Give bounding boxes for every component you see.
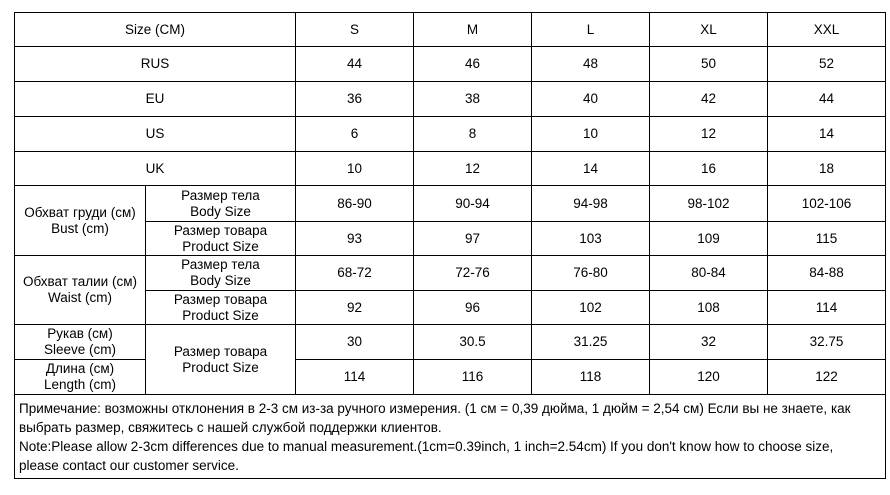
size-header-m: M xyxy=(414,13,532,47)
product-size-label-en: Product Size xyxy=(182,307,259,323)
product-size-label-ru: Размер товара xyxy=(173,222,268,238)
table-cell: 114 xyxy=(768,291,886,325)
bust-label-ru: Обхват груди (см) xyxy=(24,204,136,220)
table-cell: 68-72 xyxy=(296,256,414,291)
table-cell: 31.25 xyxy=(532,325,650,360)
note-en-line-2: please contact our customer service. xyxy=(19,458,239,473)
table-cell: 18 xyxy=(768,152,886,186)
body-size-label xyxy=(146,186,296,222)
table-cell: 109 xyxy=(650,222,768,256)
note-ru-line-2: выбрать размер, свяжитесь с нашей службой поддержки клиентов. xyxy=(19,420,442,435)
table-cell: 40 xyxy=(532,82,650,117)
table-cell: 38 xyxy=(414,82,532,117)
waist-label xyxy=(15,256,146,325)
product-size-label-ru: Размер товара xyxy=(173,343,268,359)
body-size-label-ru: Размер тела xyxy=(181,187,260,203)
table-cell: 93 xyxy=(296,222,414,256)
table-cell: 108 xyxy=(650,291,768,325)
row-label: UK xyxy=(15,152,296,186)
row-label: EU xyxy=(15,82,296,117)
table-cell: 92 xyxy=(296,291,414,325)
body-size-label-ru: Размер тела xyxy=(181,257,260,272)
table-cell: 52 xyxy=(768,47,886,82)
product-size-label-ru: Размер товара xyxy=(173,291,268,307)
table-row-bust-product xyxy=(15,222,886,256)
product-size-label-en: Product Size xyxy=(182,238,259,254)
size-header-xl: XL xyxy=(650,13,768,47)
note-ru-line-1: Примечание: возможны отклонения в 2-3 см из-за ручного измерения. (1 см = 0,39 дюйма, 1 дюйм = 2,54 см) Если вы не знаете, как xyxy=(19,401,851,416)
table-cell: 12 xyxy=(650,117,768,152)
table-row-rus xyxy=(15,47,886,82)
table-cell: 122 xyxy=(768,360,886,395)
length-label-ru: Длина (см) xyxy=(45,361,115,376)
table-cell: 86-90 xyxy=(296,186,414,222)
size-header-s: S xyxy=(296,13,414,47)
table-cell: 48 xyxy=(532,47,650,82)
table-cell: 42 xyxy=(650,82,768,117)
length-label-en: Length (cm) xyxy=(43,377,117,392)
table-cell: 36 xyxy=(296,82,414,117)
table-cell: 44 xyxy=(296,47,414,82)
table-cell: 120 xyxy=(650,360,768,395)
table-cell: 116 xyxy=(414,360,532,395)
table-cell: 16 xyxy=(650,152,768,186)
table-cell: 115 xyxy=(768,222,886,256)
table-cell: 96 xyxy=(414,291,532,325)
product-size-label xyxy=(146,325,296,395)
product-size-label-en: Product Size xyxy=(182,359,259,375)
sleeve-label-ru: Рукав (см) xyxy=(47,326,113,341)
table-cell: 12 xyxy=(414,152,532,186)
table-row-sleeve xyxy=(15,325,886,360)
table-cell: 102-106 xyxy=(768,186,886,222)
body-size-label-en: Body Size xyxy=(190,203,251,219)
table-cell: 80-84 xyxy=(650,256,768,291)
size-header-xxl: XXL xyxy=(768,13,886,47)
table-cell: 30.5 xyxy=(414,325,532,360)
table-row-uk xyxy=(15,152,886,186)
table-cell: 32 xyxy=(650,325,768,360)
body-size-label-en: Body Size xyxy=(190,273,251,288)
bust-label xyxy=(15,186,146,256)
body-size-label xyxy=(146,256,296,291)
row-label: RUS xyxy=(15,47,296,82)
table-cell: 94-98 xyxy=(532,186,650,222)
header-row xyxy=(15,13,886,47)
table-row-length xyxy=(15,360,886,395)
waist-label-ru: Обхват талии (см) xyxy=(23,274,137,289)
table-row-bust-body xyxy=(15,186,886,222)
table-cell: 98-102 xyxy=(650,186,768,222)
table-cell: 72-76 xyxy=(414,256,532,291)
table-cell: 118 xyxy=(532,360,650,395)
product-size-label xyxy=(146,222,296,256)
table-row-waist-product xyxy=(15,291,886,325)
table-cell: 10 xyxy=(296,152,414,186)
table-cell: 30 xyxy=(296,325,414,360)
table-cell: 6 xyxy=(296,117,414,152)
table-cell: 90-94 xyxy=(414,186,532,222)
table-cell: 76-80 xyxy=(532,256,650,291)
product-size-label xyxy=(146,291,296,325)
table-cell: 14 xyxy=(768,117,886,152)
table-cell: 114 xyxy=(296,360,414,395)
table-cell: 8 xyxy=(414,117,532,152)
table-cell: 50 xyxy=(650,47,768,82)
sleeve-label-en: Sleeve (cm) xyxy=(43,342,116,357)
table-cell: 14 xyxy=(532,152,650,186)
table-cell: 32.75 xyxy=(768,325,886,360)
table-row-eu xyxy=(15,82,886,117)
note-en-line-1: Note:Please allow 2-3cm differences due to manual measurement.(1cm=0.39inch, 1 inch=2.54cm) If you don't know how to choose size, xyxy=(19,439,834,454)
table-cell: 97 xyxy=(414,222,532,256)
table-cell: 102 xyxy=(532,291,650,325)
size-header-l: L xyxy=(532,13,650,47)
table-cell: 44 xyxy=(768,82,886,117)
note-row xyxy=(15,395,886,479)
table-cell: 103 xyxy=(532,222,650,256)
sleeve-label xyxy=(15,325,146,360)
bust-label-en: Bust (cm) xyxy=(51,220,109,236)
waist-label-en: Waist (cm) xyxy=(48,290,112,305)
table-cell: 84-88 xyxy=(768,256,886,291)
table-cell: 10 xyxy=(532,117,650,152)
row-label: US xyxy=(15,117,296,152)
table-row-us xyxy=(15,117,886,152)
table-row-waist-body xyxy=(15,256,886,291)
size-chart-table xyxy=(14,12,886,479)
note-cell xyxy=(15,395,886,479)
length-label xyxy=(15,360,146,395)
size-header-label: Size (CM) xyxy=(15,13,296,47)
table-cell: 46 xyxy=(414,47,532,82)
